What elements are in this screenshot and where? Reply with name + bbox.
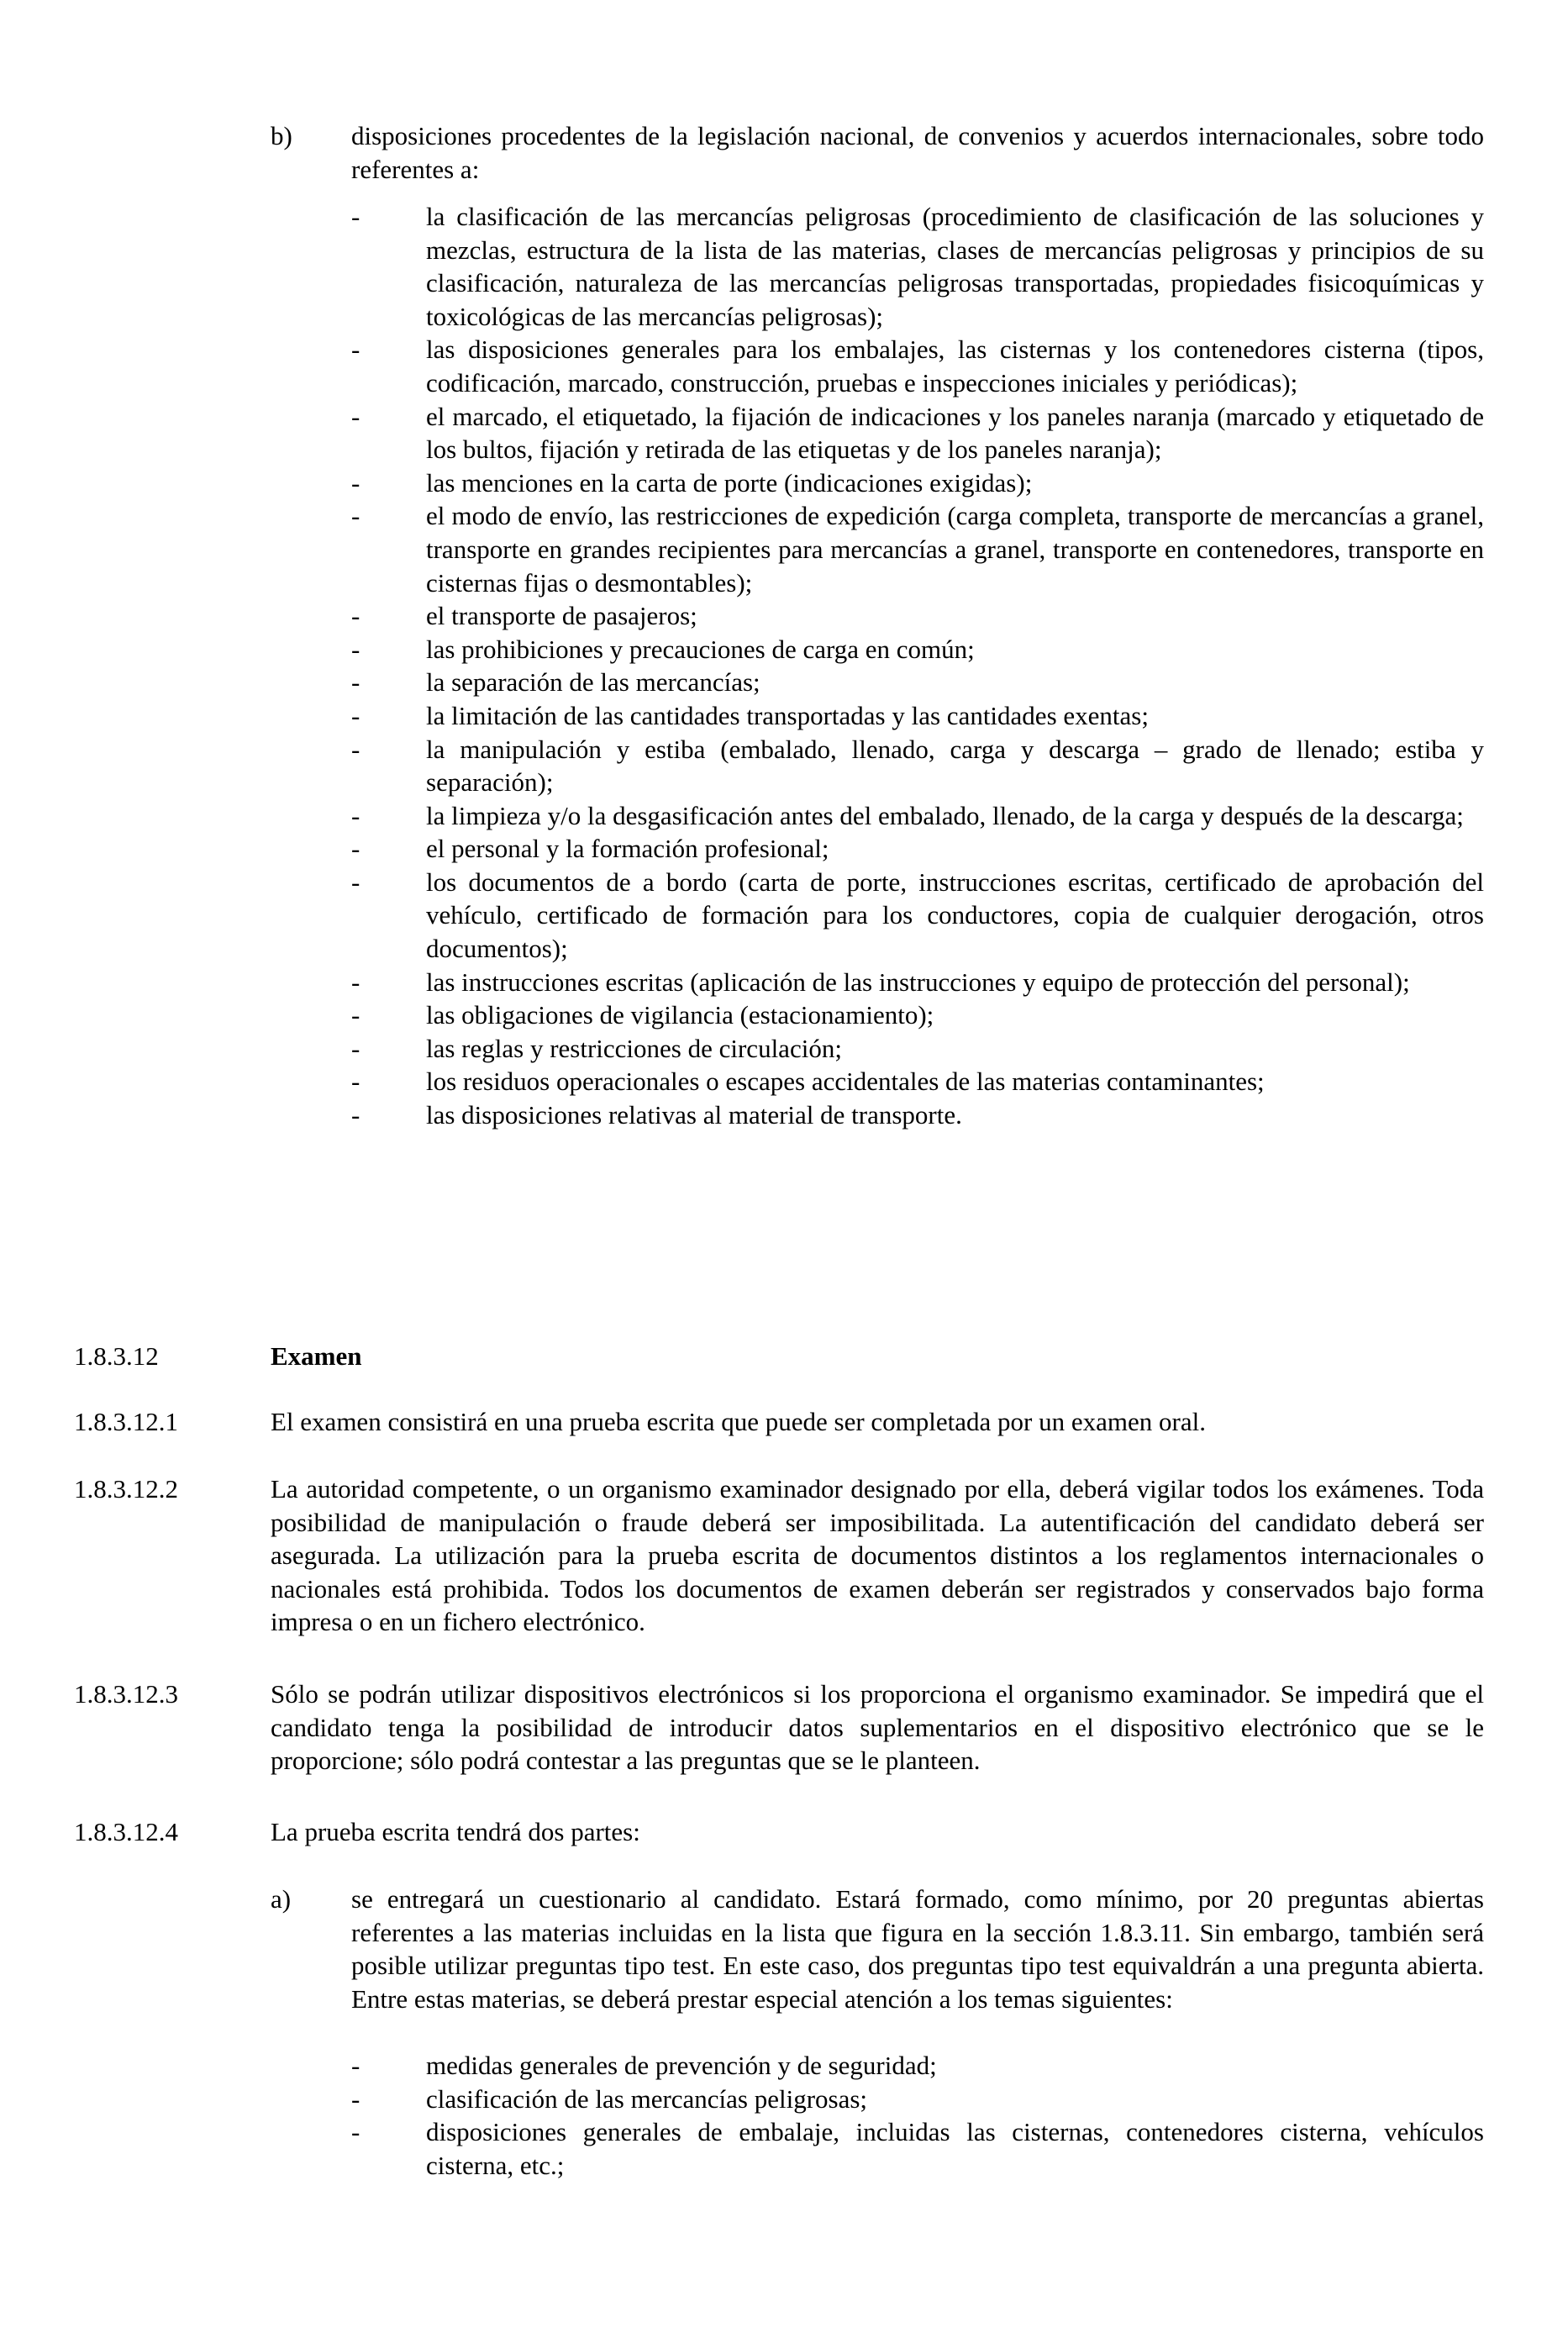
heading-title: Examen <box>271 1341 362 1371</box>
bullet-dash: - <box>351 834 360 864</box>
list-item-text: las instrucciones escritas (aplicación de las instrucciones y equipo de protección del personal); <box>426 966 1410 997</box>
bullet-dash: - <box>351 2083 360 2114</box>
list-item <box>351 733 1484 799</box>
list-item <box>351 799 1484 833</box>
section-b-label: b) <box>271 121 292 150</box>
bullet-dash: - <box>351 2051 360 2080</box>
list-item <box>351 1032 1484 1066</box>
section-a-intro: se entregará un cuestionario al candidato. Estará formado, como mínimo, por 20 preguntas abiertas referentes a las materias incluidas en la lista que figura en la sección 1.8.3.11. Sin embargo, también será posible utilizar preguntas tipo test. En este caso, dos preguntas tipo test equivaldrán a una pregunta abierta. Entre estas materias, se deberá prestar especial atención a los temas siguientes: <box>351 1884 1484 2014</box>
bullet-dash: - <box>351 501 360 531</box>
list-item <box>351 2115 1484 2182</box>
list-item <box>351 699 1484 733</box>
paragraph-text: La autoridad competente, o un organismo examinador designado por ella, deberá vigilar todos los exámenes. Toda posibilidad de manipulación o fraude deberá ser imposibilitada. La autentificación del candidato deberá ser asegurada. La utilización para la prueba escrita de documentos distintos a los reglamentos internacionales o nacionales está prohibida. Todos los documentos de examen deberán ser registrados y conservados bajo forma impresa o en un fichero electrónico. <box>271 1474 1484 1637</box>
list-item <box>351 400 1484 466</box>
list-item-text: las disposiciones generales para los embalajes, las cisternas y los contenedores cisterna (tipos, codificación, marcado, construcción, pruebas e inspecciones iniciales y periódicas); <box>426 334 1484 398</box>
section-b-bullet-list <box>351 200 1484 1132</box>
list-item-text: el personal y la formación profesional; <box>426 834 829 864</box>
bullet-dash: - <box>351 734 360 764</box>
list-item <box>351 832 1484 866</box>
list-item <box>351 633 1484 666</box>
bullet-dash: - <box>351 2117 360 2147</box>
bullet-dash: - <box>351 601 360 631</box>
list-item-text: la separación de las mercancías; <box>426 667 760 698</box>
paragraph-number: 1.8.3.12.2 <box>74 1474 178 1504</box>
list-item <box>351 333 1484 399</box>
list-item <box>351 466 1484 500</box>
bullet-dash: - <box>351 700 360 730</box>
list-item-text: el transporte de pasajeros; <box>426 601 697 631</box>
paragraph-number: 1.8.3.12.4 <box>74 1817 178 1846</box>
heading-number: 1.8.3.12 <box>74 1341 159 1371</box>
list-item-text: la manipulación y estiba (embalado, llenado, carga y descarga – grado de llenado; estiba y separación); <box>426 734 1484 798</box>
list-item <box>351 866 1484 966</box>
list-item-text: disposiciones generales de embalaje, incluidas las cisternas, contenedores cisterna, vehículos cisterna, etc.; <box>426 2117 1484 2180</box>
bullet-dash: - <box>351 1100 360 1130</box>
bullet-dash: - <box>351 800 360 830</box>
bullet-dash: - <box>351 467 360 498</box>
list-item <box>351 998 1484 1032</box>
list-item-text: la limitación de las cantidades transportadas y las cantidades exentas; <box>426 700 1149 730</box>
list-item-text: los residuos operacionales o escapes accidentales de las materias contaminantes; <box>426 1066 1265 1097</box>
list-item-text: la clasificación de las mercancías peligrosas (procedimiento de clasificación de las soluciones y mezclas, estructura de la lista de las materias, clases de mercancías peligrosas y principios de su clasificación, naturaleza de las mercancías peligrosas transportadas, propiedades fisicoquímicas y toxicológicas de las mercancías peligrosas); <box>426 202 1484 331</box>
list-item <box>351 2083 1484 2116</box>
bullet-dash: - <box>351 1000 360 1030</box>
bullet-dash: - <box>351 634 360 664</box>
list-item-text: el marcado, el etiquetado, la fijación de indicaciones y los paneles naranja (marcado y etiquetado de los bultos, fijación y retirada de las etiquetas y de los paneles naranja); <box>426 401 1484 465</box>
list-item-text: los documentos de a bordo (carta de porte, instrucciones escritas, certificado de aprobación del vehículo, certificado de formación para los conductores, copia de cualquier derogación, otros documentos); <box>426 866 1484 964</box>
list-item <box>351 200 1484 333</box>
bullet-dash: - <box>351 202 360 231</box>
list-item-text: la limpieza y/o la desgasificación antes del embalado, llenado, de la carga y después de la descarga; <box>426 800 1464 830</box>
list-item-text: las obligaciones de vigilancia (estacionamiento); <box>426 1000 934 1030</box>
bullet-dash: - <box>351 866 360 897</box>
bullet-dash: - <box>351 401 360 431</box>
list-item-text: las disposiciones relativas al material de transporte. <box>426 1100 962 1130</box>
list-item <box>351 499 1484 599</box>
list-item <box>351 666 1484 699</box>
paragraph-number: 1.8.3.12.1 <box>74 1407 178 1436</box>
list-item-text: las menciones en la carta de porte (indicaciones exigidas); <box>426 467 1033 498</box>
bullet-dash: - <box>351 1066 360 1097</box>
paragraph-text: El examen consistirá en una prueba escrita que puede ser completada por un examen oral. <box>271 1407 1206 1436</box>
paragraph-number: 1.8.3.12.3 <box>74 1679 178 1709</box>
list-item <box>351 1065 1484 1098</box>
section-a-label: a) <box>271 1884 292 1914</box>
list-item <box>351 966 1484 999</box>
paragraph-text: Sólo se podrán utilizar dispositivos electrónicos si los proporciona el organismo examinador. Se impedirá que el candidato tenga la posibilidad de introducir datos suplementarios en el dispositivo electrónico que se le proporcione; sólo podrá contestar a las preguntas que se le planteen. <box>271 1679 1484 1776</box>
list-item-text: medidas generales de prevención y de seguridad; <box>426 2051 937 2080</box>
bullet-dash: - <box>351 334 360 365</box>
section-b-intro: disposiciones procedentes de la legislación nacional, de convenios y acuerdos internacionales, sobre todo referentes a: <box>351 121 1484 184</box>
list-item-text: clasificación de las mercancías peligrosas; <box>426 2083 868 2114</box>
list-item-text: las prohibiciones y precauciones de carga en común; <box>426 634 975 664</box>
bullet-dash: - <box>351 1033 360 1063</box>
list-item <box>351 1098 1484 1132</box>
list-item-text: las reglas y restricciones de circulación; <box>426 1033 842 1063</box>
paragraph-text: La prueba escrita tendrá dos partes: <box>271 1817 640 1846</box>
bullet-dash: - <box>351 667 360 698</box>
list-item-text: el modo de envío, las restricciones de expedición (carga completa, transporte de mercancías a granel, transporte en grandes recipientes para mercancías a granel, transporte en contenedores, transporte en cisternas fijas o desmontables); <box>426 501 1484 598</box>
bullet-dash: - <box>351 966 360 997</box>
list-item <box>351 599 1484 633</box>
list-item <box>351 2049 1484 2083</box>
section-a-bullet-list <box>351 2049 1484 2182</box>
